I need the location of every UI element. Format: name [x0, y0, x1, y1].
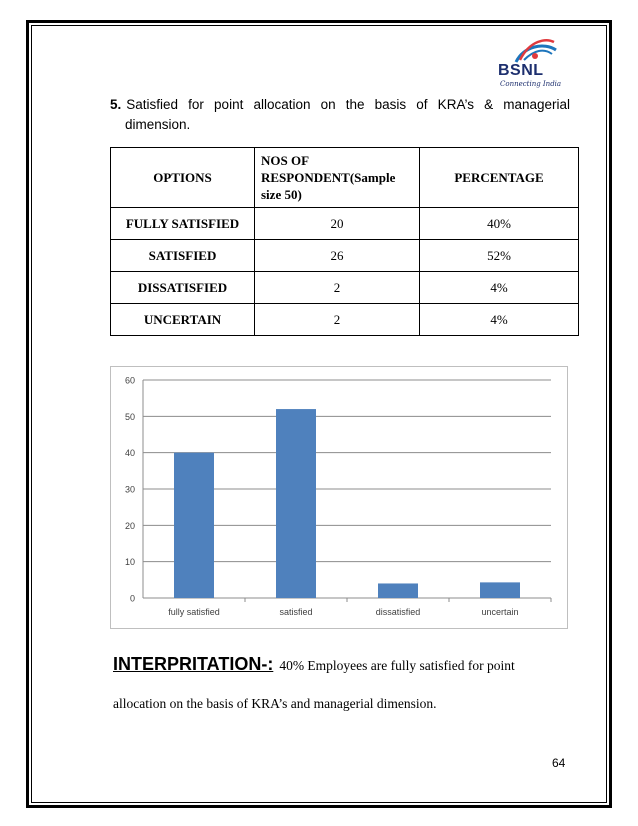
bar: [174, 453, 214, 598]
question-line-2: dimension.: [125, 117, 191, 132]
bar-chart-svg: [111, 367, 569, 630]
interpretation-text-1: 40% Employees are fully satisfied for point: [279, 658, 515, 673]
logo-text: BSNL: [498, 62, 544, 79]
question-line-1: [110, 95, 570, 115]
row-count: 2: [255, 272, 420, 304]
x-tick-label: satisfied: [279, 607, 313, 617]
header-respondents: [255, 148, 420, 208]
row-option: FULLY SATISFIED: [111, 208, 255, 240]
header-respondents-line-3: size 50): [261, 187, 302, 202]
bar: [276, 409, 316, 598]
row-percent: 40%: [420, 208, 579, 240]
row-percent: 52%: [420, 240, 579, 272]
row-percent: 4%: [420, 272, 579, 304]
y-tick-label: 40: [124, 448, 135, 459]
interpretation-title: INTERPRITATION-:: [113, 654, 274, 674]
table-row: [111, 304, 579, 336]
response-table: [110, 147, 579, 336]
header-respondents-line-1: NOS OF: [261, 153, 310, 168]
table-row: [111, 272, 579, 304]
header-percentage: PERCENTAGE: [420, 148, 579, 208]
question-number: 5.: [110, 97, 122, 112]
bar-chart: [110, 366, 568, 629]
interpretation-text-2: allocation on the basis of KRA’s and managerial dimension.: [113, 696, 437, 711]
x-tick-label: fully satisfied: [168, 607, 220, 617]
row-percent: 4%: [420, 304, 579, 336]
row-count: 2: [255, 304, 420, 336]
y-tick-label: 50: [124, 411, 135, 422]
y-tick-label: 60: [124, 375, 135, 386]
bar: [378, 583, 418, 598]
row-count: 26: [255, 240, 420, 272]
logo-tagline: Connecting India: [500, 80, 562, 88]
table-header-row: [111, 148, 579, 208]
x-tick-label: dissatisfied: [375, 607, 421, 617]
x-tick-label: uncertain: [481, 607, 519, 617]
question-text-1: Satisfied for point allocation on the basis of KRA’s & managerial: [126, 97, 570, 112]
row-count: 20: [255, 208, 420, 240]
y-tick-label: 0: [129, 593, 135, 604]
header-respondents-line-2: RESPONDENT(Sample: [261, 170, 396, 185]
row-option: DISSATISFIED: [111, 272, 255, 304]
table-row: [111, 240, 579, 272]
page-number: 64: [552, 756, 566, 770]
bar: [480, 582, 520, 598]
interpretation-line-1: [113, 654, 515, 676]
table-row: [111, 208, 579, 240]
header-options: OPTIONS: [111, 148, 255, 208]
y-tick-label: 20: [124, 520, 135, 531]
row-option: UNCERTAIN: [111, 304, 255, 336]
row-option: SATISFIED: [111, 240, 255, 272]
y-tick-label: 10: [124, 557, 135, 568]
y-tick-label: 30: [124, 484, 135, 495]
